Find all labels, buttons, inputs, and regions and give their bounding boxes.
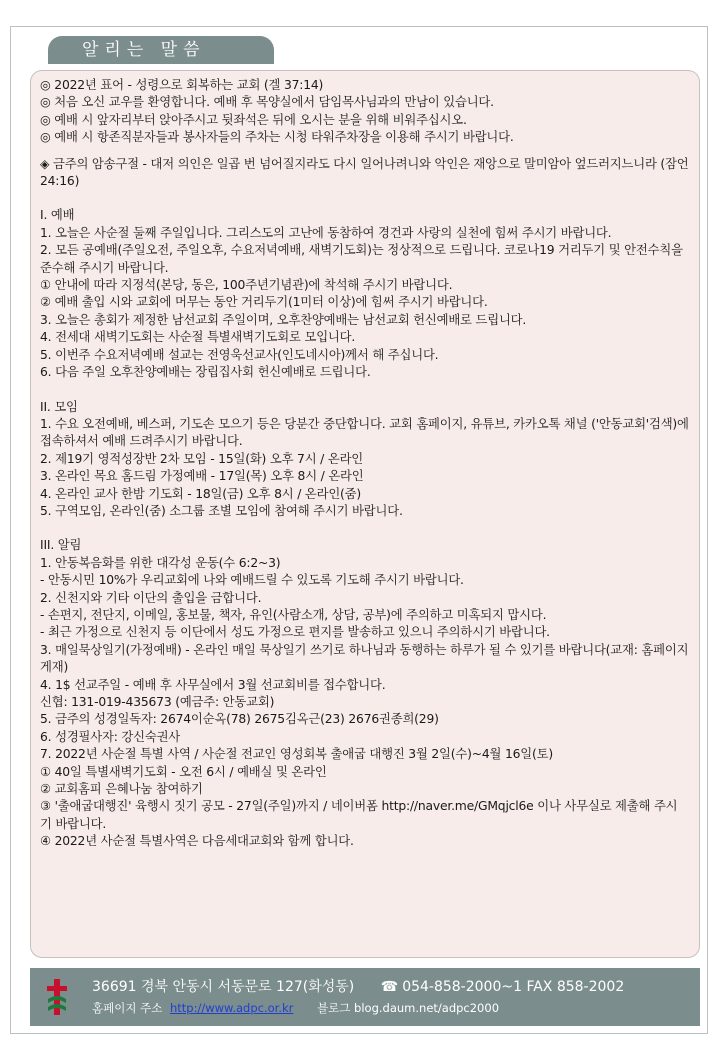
worship-item: 6. 다음 주일 오후찬양예배는 장립집사회 헌신예배로 드립니다.: [40, 365, 371, 380]
meeting-item: 1. 수요 오전예배, 베스퍼, 기도손 모으기 등은 당분간 중단합니다. 교회 홈페이지, 유튜브, 카카오톡 채널 ('안동교회'검색)에 접속하셔서 예배 드려주시기 바랍니다.: [40, 416, 689, 449]
announcement-item: - 안동시민 10%가 우리교회에 나와 예배드릴 수 있도록 기도해 주시기 바랍니다.: [40, 573, 464, 588]
footer-blog: 블로그 blog.daum.net/adpc2000: [317, 1001, 500, 1015]
announcement-item: 1. 안동복음화를 위한 대각성 운동(수 6:2~3): [40, 555, 281, 570]
announcement-item: 3. 매일묵상일기(가정예배) - 온라인 매일 묵상일기 쓰기로 하나님과 동행하는 하루가 될 수 있기를 바랍니다(교재: 홈페이지 게재): [40, 642, 689, 675]
meeting-item: 5. 구역모임, 온라인(줌) 소그룹 조별 모임에 참여해 주시기 바랍니다.: [40, 503, 403, 518]
worship-item: ① 안내에 따라 지정석(본당, 동은, 100주년기념관)에 착석해 주시기 바랍니다.: [40, 278, 453, 293]
announcement-item: - 최근 가정으로 신천지 등 이단에서 성도 가정으로 편지를 발송하고 있으니 주의하시기 바랍니다.: [40, 625, 550, 640]
footer: [30, 968, 700, 1026]
worship-item: 2. 모든 공예배(주일오전, 주일오후, 수요저녁예배, 새벽기도회)는 정상적으로 드립니다. 코로나19 거리두기 및 안전수칙을 준수해 주시기 바랍니다.: [40, 243, 683, 275]
footer-phone-group: [381, 979, 625, 995]
section-heading-announcements: III. 알림: [40, 538, 82, 553]
footer-phone: 054-858-2000~1 FAX 858-2002: [402, 979, 625, 995]
section-heading-meetings: II. 모임: [40, 399, 78, 414]
announcement-item: ① 40일 특별새벽기도회 - 오전 6시 / 예배실 및 온라인: [40, 764, 327, 779]
homepage-link[interactable]: http://www.adpc.or.kr: [169, 1001, 294, 1015]
intro-welcome: ◎ 처음 오신 교우를 환영합니다. 예배 후 목양실에서 담임목사님과의 만남이 있습니다.: [40, 95, 494, 110]
footer-web-line: [92, 1000, 499, 1016]
announcement-item: 신협: 131-019-435673 (예금주: 안동교회): [40, 695, 275, 709]
footer-contact-line: [92, 976, 624, 996]
worship-item: 4. 전세대 새벽기도회는 사순절 특별새벽기도회로 모입니다.: [40, 330, 356, 345]
worship-item: 3. 오늘은 총회가 제정한 남선교회 주일이며, 오후찬양예배는 남선교회 헌신예배로 드립니다.: [40, 312, 527, 327]
footer-address: 36691 경북 안동시 서동문로 127(화성동): [92, 979, 355, 995]
announcement-item: 4. 1$ 선교주일 - 예배 후 사무실에서 3월 선교회비를 접수합니다.: [40, 677, 386, 692]
worship-item: 1. 오늘은 사순절 둘째 주일입니다. 그리스도의 고난에 동참하여 경건과 사랑의 실천에 힘써 주시기 바랍니다.: [40, 225, 612, 240]
announcement-item: ② 교회홈피 은혜나눔 참여하기: [40, 782, 203, 797]
announcement-item: 6. 성경필사자: 강신숙권사: [40, 729, 181, 744]
notice-box: [30, 70, 700, 958]
intro-motto: ◎ 2022년 표어 - 성령으로 회복하는 교회 (겔 37:14): [40, 78, 324, 92]
announcement-item: 7. 2022년 사순절 특별 사역 / 사순절 전교인 영성회복 출애굽 대행진 3월 2일(수)~4월 16일(토): [40, 747, 553, 762]
intro-parking: ◎ 예배 시 항존직분자들과 봉사자들의 주차는 시청 타워주차장을 이용해 주시기 바랍니다.: [40, 130, 514, 145]
telephone-icon: ☎: [380, 979, 399, 995]
worship-item: ② 예배 출입 시와 교회에 머무는 동안 거리두기(1미터 이상)에 힘써 주시기 바랍니다.: [40, 295, 488, 310]
memory-verse: ◈ 금주의 암송구절 - 대저 의인은 일곱 번 넘어질지라도 다시 일어나려니와 악인은 재앙으로 말미암아 엎드러지느니라 (잠언24:16): [40, 156, 689, 189]
section-heading-worship: I. 예배: [40, 208, 75, 223]
footer-homepage-label: 홈페이지 주소: [92, 1001, 163, 1015]
announcement-item: - 손편지, 전단지, 이메일, 홍보물, 책자, 유인(사람소개, 상담, 공부)에 주의하고 미혹되지 맙시다.: [40, 607, 547, 622]
announcement-item: 2. 신천지와 기타 이단의 출입을 금합니다.: [40, 590, 262, 605]
intro-seating: ◎ 예배 시 앞자리부터 앉아주시고 뒷좌석은 뒤에 오시는 분을 위해 비워주십시오.: [40, 112, 467, 127]
worship-item: 5. 이번주 수요저녁예배 설교는 전영욱선교사(인도네시아)께서 해 주십니다.: [40, 347, 439, 362]
page-title: 알리는 말씀: [48, 36, 274, 64]
meeting-item: 4. 온라인 교사 한밤 기도회 - 18일(금) 오후 8시 / 온라인(줌): [40, 486, 362, 501]
announcement-item: ④ 2022년 사순절 특별사역은 다음세대교회와 함께 합니다.: [40, 834, 354, 849]
church-cross-logo-icon: [44, 977, 70, 1017]
meeting-item: 2. 제19기 영적성장반 2차 모임 - 15일(화) 오후 7시 / 온라인: [40, 451, 364, 466]
announcement-item: ③ '출애굽대행진' 육행시 짓기 공모 - 27일(주일)까지 / 네이버폼 http://naver.me/GMqjcl6e 이나 사무실로 제출해 주시기 바랍니다.: [40, 799, 678, 831]
announcement-item: 5. 금주의 성경일독자: 2674이순옥(78) 2675김옥근(23) 2676권종희(29): [40, 712, 439, 727]
meeting-item: 3. 온라인 목요 홈드림 가정예배 - 17일(목) 오후 8시 / 온라인: [40, 469, 364, 484]
